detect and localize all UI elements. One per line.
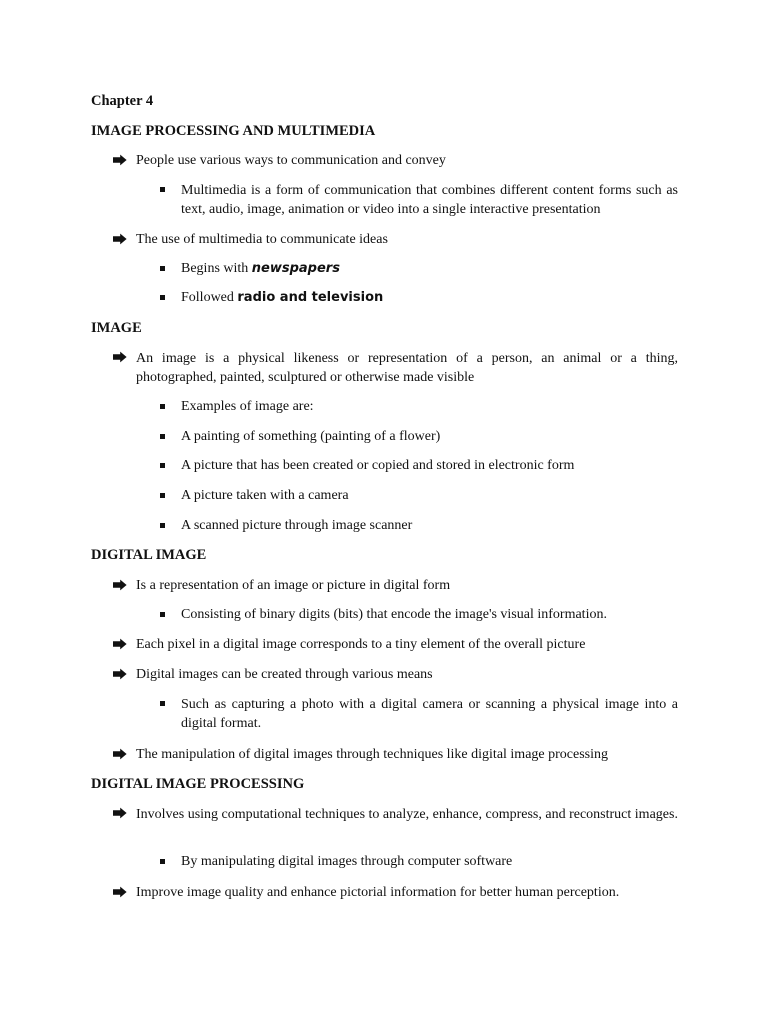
square-bullet-icon bbox=[160, 434, 165, 439]
square-bullet-icon bbox=[160, 266, 165, 271]
pointing-hand-arrow-icon bbox=[113, 638, 127, 650]
sub-bullet-text: Consisting of binary digits (bits) that encode the image's visual information. bbox=[181, 607, 607, 622]
bullet-text: An image is a physical likeness or representation of a person, an animal or a thing, photographed, painted, sculptured or otherwise made visible bbox=[136, 351, 678, 385]
bullet-text: Each pixel in a digital image corresponds to a tiny element of the overall picture bbox=[136, 637, 586, 652]
sub-bullet-text: A picture taken with a camera bbox=[181, 488, 349, 503]
pointing-hand-arrow-icon bbox=[113, 351, 127, 363]
section-title-image: IMAGE bbox=[91, 320, 142, 336]
square-bullet-icon bbox=[160, 701, 165, 706]
square-bullet-icon bbox=[160, 523, 165, 528]
square-bullet-icon bbox=[160, 295, 165, 300]
sub-bullet-text: Multimedia is a form of communication that combines different content forms such as text, audio, image, animation or video into a single interactive presentation bbox=[181, 183, 678, 217]
square-bullet-icon bbox=[160, 859, 165, 864]
bullet-text: The manipulation of digital images through techniques like digital image processing bbox=[136, 747, 609, 762]
emphasis-radio-television: radio and television bbox=[237, 290, 384, 305]
bullet-text: Is a representation of an image or picture in digital form bbox=[136, 578, 451, 593]
bullet-text: The use of multimedia to communicate ideas bbox=[136, 232, 388, 247]
emphasis-newspapers: newspapers bbox=[251, 261, 340, 276]
sub-bullet-text: By manipulating digital images through computer software bbox=[181, 854, 513, 869]
bullet-text: People use various ways to communication and convey bbox=[136, 153, 446, 168]
bullet-text: Digital images can be created through various means bbox=[136, 667, 433, 682]
section-title-digital-image-processing: DIGITAL IMAGE PROCESSING bbox=[91, 776, 305, 792]
pointing-hand-arrow-icon bbox=[113, 886, 127, 898]
pointing-hand-arrow-icon bbox=[113, 807, 127, 819]
square-bullet-icon bbox=[160, 493, 165, 498]
section-title-image-processing-multimedia: IMAGE PROCESSING AND MULTIMEDIA bbox=[91, 123, 376, 139]
sub-bullet-prefix: Followed bbox=[181, 290, 238, 305]
square-bullet-icon bbox=[160, 612, 165, 617]
bullet-text: Involves using computational techniques to analyze, enhance, compress, and reconstruct images. bbox=[136, 807, 678, 822]
sub-bullet-text: Such as capturing a photo with a digital camera or scanning a physical image into a digital format. bbox=[181, 697, 678, 731]
sub-bullet-text: A picture that has been created or copied and stored in electronic form bbox=[181, 458, 575, 473]
pointing-hand-arrow-icon bbox=[113, 579, 127, 591]
pointing-hand-arrow-icon bbox=[113, 668, 127, 680]
sub-bullet-text: Examples of image are: bbox=[181, 399, 314, 414]
pointing-hand-arrow-icon bbox=[113, 748, 127, 760]
sub-bullet-text bbox=[181, 260, 340, 278]
sub-bullet-text: A scanned picture through image scanner bbox=[181, 518, 413, 533]
pointing-hand-arrow-icon bbox=[113, 154, 127, 166]
bullet-text: Improve image quality and enhance pictorial information for better human perception. bbox=[136, 885, 620, 900]
chapter-label: Chapter 4 bbox=[91, 93, 154, 109]
square-bullet-icon bbox=[160, 404, 165, 409]
section-title-digital-image: DIGITAL IMAGE bbox=[91, 547, 207, 563]
sub-bullet-prefix: Begins with bbox=[181, 261, 252, 276]
sub-bullet-text bbox=[181, 289, 383, 307]
square-bullet-icon bbox=[160, 463, 165, 468]
square-bullet-icon bbox=[160, 187, 165, 192]
sub-bullet-text: A painting of something (painting of a flower) bbox=[181, 429, 441, 444]
pointing-hand-arrow-icon bbox=[113, 233, 127, 245]
